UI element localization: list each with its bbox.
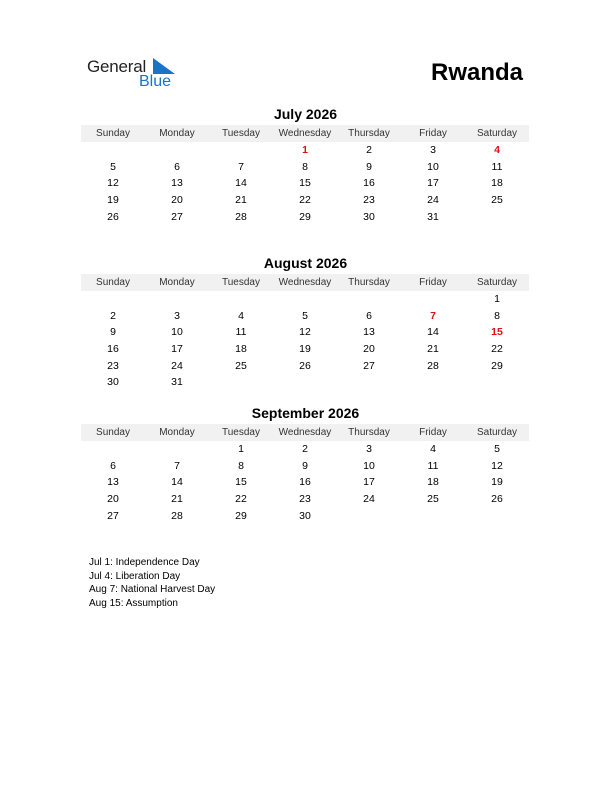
day-cell: 23 [299,493,311,506]
day-cell: 14 [427,326,439,339]
holiday-note: Jul 4: Liberation Day [89,570,181,582]
day-cell-empty [401,291,465,308]
day-cell-empty [81,291,145,308]
day-cell: 11 [427,459,439,472]
day-cell: 4 [494,144,500,156]
day-cell-empty [337,374,401,391]
day-cell: 13 [171,177,183,190]
day-cell: 27 [171,210,183,223]
day-cell-empty [401,374,465,391]
day-cell-empty [81,142,145,159]
day-cell: 5 [110,160,116,173]
day-cell: 19 [491,476,503,489]
day-cell: 6 [366,309,372,322]
day-cell-empty [401,508,465,525]
day-cell-empty [209,142,273,159]
day-cell: 7 [174,459,180,472]
generalblue-logo [87,56,187,92]
month-title: July 2026 [273,106,338,122]
day-cell: 6 [174,160,180,173]
day-cell: 7 [238,160,244,173]
day-cell: 17 [171,343,183,356]
day-cell: 16 [107,343,119,356]
weekday-header: Thursday [337,424,401,441]
day-cell-empty [145,142,209,159]
day-cell: 31 [427,210,439,223]
calendar-grid [81,125,530,225]
day-cell: 27 [363,359,375,372]
weekday-header: Friday [401,125,465,142]
day-cell: 30 [299,509,311,522]
day-cell: 18 [427,476,439,489]
day-cell: 3 [430,144,436,156]
day-cell: 7 [430,309,436,322]
day-cell-empty [337,291,401,308]
day-cell: 26 [491,493,503,506]
month-september [81,405,530,524]
day-cell-empty [465,209,529,226]
day-cell-empty [337,508,401,525]
day-cell: 27 [107,509,119,522]
day-cell: 12 [491,459,503,472]
day-cell: 2 [302,443,308,455]
day-cell: 10 [363,459,375,472]
weekday-header: Saturday [465,125,529,142]
day-cell: 19 [107,194,119,207]
day-cell: 23 [107,359,119,372]
day-cell: 26 [107,210,119,223]
holiday-note: Aug 15: Assumption [89,597,178,609]
weekday-header: Wednesday [273,274,337,291]
day-cell: 18 [491,177,503,190]
weekday-header: Wednesday [273,424,337,441]
day-cell: 24 [427,194,439,207]
day-cell: 8 [302,160,308,173]
weekday-header: Sunday [81,274,145,291]
day-cell: 20 [171,194,183,207]
day-cell: 12 [299,326,311,339]
day-cell: 16 [299,476,311,489]
day-cell: 25 [235,359,247,372]
day-cell: 14 [235,177,247,190]
day-cell: 10 [427,160,439,173]
day-cell-empty [273,291,337,308]
day-cell: 5 [302,309,308,322]
logo-general-text: General [87,57,147,76]
day-cell-empty [465,508,529,525]
day-cell: 15 [235,476,247,489]
day-cell: 19 [299,343,311,356]
day-cell: 22 [491,343,503,356]
weekday-header: Friday [401,274,465,291]
day-cell: 24 [363,493,375,506]
day-cell: 11 [235,326,247,339]
weekday-header: Monday [145,125,209,142]
day-cell: 31 [171,376,183,389]
day-cell: 9 [366,160,372,173]
weekday-header: Sunday [81,125,145,142]
day-cell: 13 [363,326,375,339]
month-title: September 2026 [251,405,360,421]
weekday-header: Thursday [337,274,401,291]
day-cell: 29 [299,210,311,223]
day-cell: 16 [363,177,375,190]
day-cell-empty [465,374,529,391]
day-cell: 28 [171,509,183,522]
day-cell-empty [145,441,209,458]
day-cell: 3 [174,309,180,322]
day-cell: 2 [366,144,372,156]
day-cell: 12 [107,177,119,190]
weekday-header: Tuesday [209,274,273,291]
day-cell-empty [273,374,337,391]
day-cell: 9 [110,326,116,339]
day-cell: 10 [171,326,183,339]
day-cell-empty [209,374,273,391]
day-cell-empty [81,441,145,458]
day-cell: 20 [363,343,375,356]
day-cell: 26 [299,359,311,372]
day-cell: 6 [110,459,116,472]
day-cell: 17 [427,177,439,190]
month-july [81,106,530,225]
month-august [81,255,530,391]
day-cell: 1 [302,144,308,156]
day-cell: 22 [235,493,247,506]
day-cell: 14 [171,476,183,489]
weekday-header: Monday [145,274,209,291]
logo-blue-text: Blue [139,73,172,90]
day-cell: 29 [491,359,503,372]
day-cell: 9 [302,459,308,472]
country-title: Rwanda [430,59,523,86]
day-cell: 8 [494,309,500,322]
day-cell: 21 [235,194,247,207]
calendar-grid [81,424,530,524]
day-cell: 2 [110,309,116,322]
day-cell: 5 [494,443,500,455]
holiday-note: Jul 1: Independence Day [89,557,200,568]
day-cell: 13 [107,476,119,489]
day-cell: 15 [491,326,503,339]
day-cell: 24 [171,359,183,372]
day-cell: 4 [430,443,436,455]
day-cell-empty [209,291,273,308]
day-cell: 1 [238,443,244,455]
day-cell: 8 [238,459,244,472]
day-cell: 23 [363,194,375,207]
weekday-header: Tuesday [209,424,273,441]
day-cell: 25 [427,493,439,506]
day-cell-empty [145,291,209,308]
month-title: August 2026 [263,255,348,271]
day-cell: 15 [299,177,311,190]
weekday-header: Saturday [465,274,529,291]
day-cell: 21 [427,343,439,356]
calendar-grid [81,274,530,391]
weekday-header: Wednesday [273,125,337,142]
day-cell: 22 [299,194,311,207]
day-cell: 30 [107,376,119,389]
weekday-header: Thursday [337,125,401,142]
day-cell: 29 [235,509,247,522]
weekday-header: Saturday [465,424,529,441]
weekday-header: Monday [145,424,209,441]
day-cell: 20 [107,493,119,506]
logo-triangle-icon [153,58,175,74]
day-cell: 3 [366,443,372,455]
day-cell: 11 [491,160,503,173]
day-cell: 21 [171,493,183,506]
day-cell: 18 [235,343,247,356]
day-cell: 1 [494,293,500,305]
weekday-header: Tuesday [209,125,273,142]
day-cell: 30 [363,210,375,223]
weekday-header: Friday [401,424,465,441]
day-cell: 17 [363,476,375,489]
day-cell: 28 [427,359,439,372]
holiday-notes [89,556,215,610]
day-cell: 28 [235,210,247,223]
weekday-header: Sunday [81,424,145,441]
day-cell: 4 [238,309,244,322]
day-cell: 25 [491,194,503,207]
holiday-note: Aug 7: National Harvest Day [89,584,216,595]
